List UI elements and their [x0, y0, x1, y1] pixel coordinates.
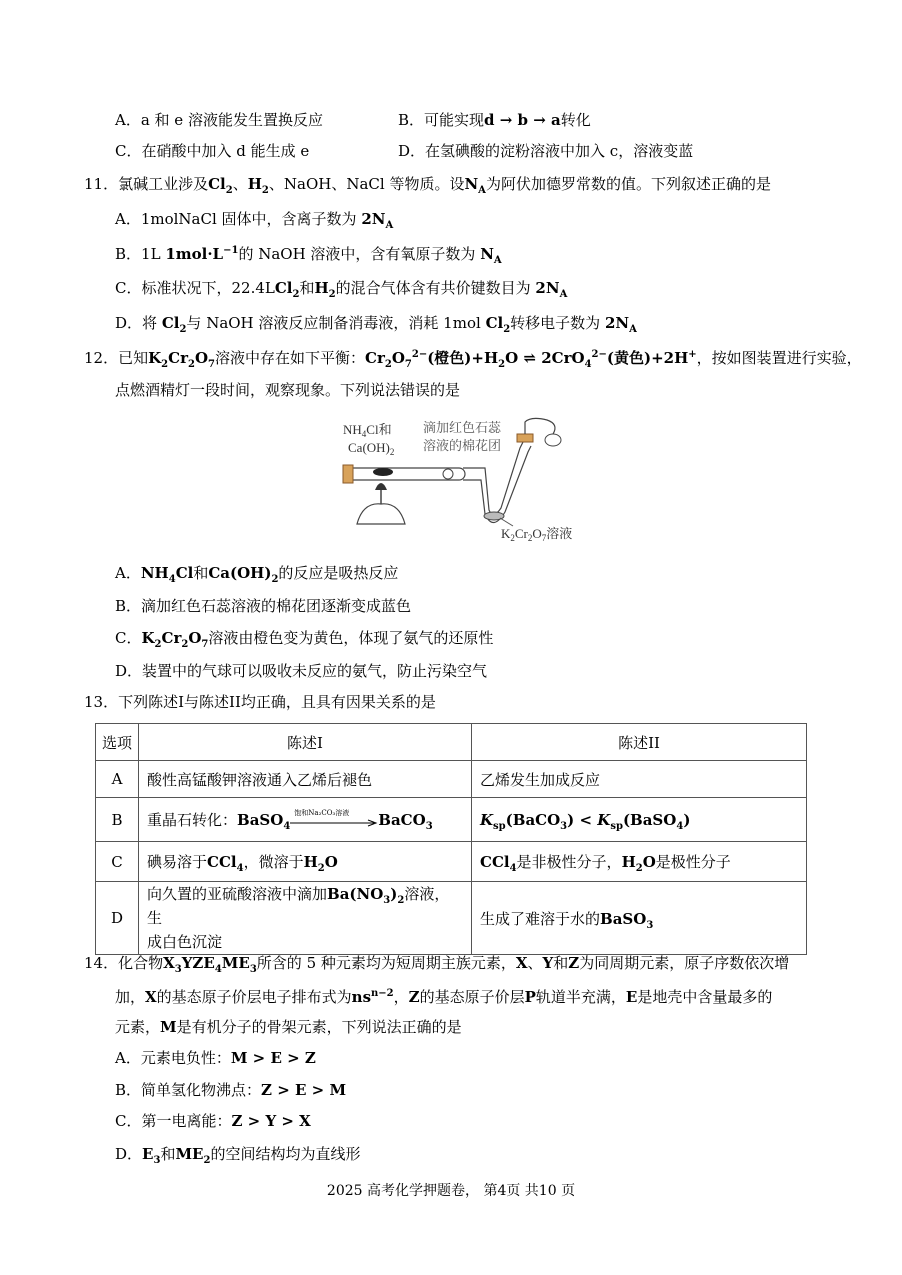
q12-stem-line2: 点燃酒精灯一段时间，观察现象。下列说法错误的是	[115, 381, 461, 399]
q14-stem-line2: 加，X的基态原子价层电子排布式为$ns^{n-2}$，Z的基态原子价层P轨道半充满，E是地壳中含量最多的	[115, 988, 773, 1006]
header-statement-1: 陈述I	[139, 724, 472, 761]
table-row	[96, 761, 807, 798]
q11-option-d: D．将 $Cl_2$与 NaOH 溶液反应制备消毒液，消耗 1mol $Cl_2$转移电子数为 $2N_A$	[115, 314, 637, 335]
q12-stem: 12．已知$K_2Cr_2O_7$溶液中存在如下平衡：$Cr_2O_7^{2-}$(橙色)$+H_2O$ ⇌ 2CrO$_4^{2-}$(黄色)+2H+，按如图装置进行实验，	[84, 349, 862, 370]
q11-option-a: A．1molNaCl 固体中，含离子数为 $2N_A$	[115, 210, 394, 231]
table-row	[96, 882, 807, 955]
table-row	[96, 842, 807, 882]
header-statement-2: 陈述II	[472, 724, 807, 761]
q13-stem: 13．下列陈述I与陈述II均正确，且具有因果关系的是	[84, 693, 436, 711]
row-option: D	[96, 882, 139, 955]
q12-option-c: C．$K_2Cr_2O_7$溶液由橙色变为黄色，体现了氨气的还原性	[115, 629, 494, 650]
q10-option-c: C．在硝酸中加入 d 能生成 e	[115, 142, 310, 160]
q12-option-b: B．滴加红色石蕊溶液的棉花团逐渐变成蓝色	[115, 597, 412, 615]
row-statement-2: 生成了难溶于水的BaSO$_3$	[472, 882, 807, 955]
q14-option-c: C．第一电离能：Z > Y > X	[115, 1112, 311, 1130]
row-statement-1: 向久置的亚硫酸溶液中滴加$Ba(NO_3)_2$溶液，生 成白色沉淀	[139, 882, 472, 955]
row-option: C	[96, 842, 139, 882]
svg-text:K2Cr2O7溶液: $K_2Cr_2O_7$溶液	[501, 526, 573, 543]
q10-option-d: D．在氢碘酸的淀粉溶液中加入 c，溶液变蓝	[398, 142, 694, 160]
row-statement-2: CCl$_4$是非极性分子，$H_2O$是极性分子	[472, 842, 807, 882]
q14-option-d: D．$E_3$和$ME_2$的空间结构均为直线形	[115, 1145, 361, 1166]
q13-table	[95, 723, 807, 955]
row-statement-1: 碘易溶于CCl$_4$，微溶于$H_2O$	[139, 842, 472, 882]
q10-option-b: B．可能实现d → b → a转化	[398, 111, 591, 129]
row-option: B	[96, 798, 139, 842]
q11-stem: 11．氯碱工业涉及$Cl_2$、$H_2$、NaOH、NaCl 等物质。设$N_A$为阿伏加德罗常数的值。下列叙述正确的是	[84, 175, 771, 196]
q12-option-d: D．装置中的气球可以吸收未反应的氨气，防止污染空气	[115, 662, 488, 680]
row-option: A	[96, 761, 139, 798]
table-row	[96, 798, 807, 842]
q14-stem: 14．化合物$X_3YZE_4ME_3$所含的 5 种元素均为短周期主族元素，X、Y和Z为同周期元素，原子序数依次增	[84, 954, 790, 975]
reaction-arrow: 饱和Na₂CO₃溶液	[290, 814, 378, 828]
row-statement-2: $K_{sp}(BaCO_3)$ < $K_{sp}(BaSO_4)$	[472, 798, 807, 842]
svg-text:溶液的棉花团: 溶液的棉花团	[423, 438, 502, 453]
q12-option-a: A．$NH_4Cl$和$Ca(OH)_2$的反应是吸热反应	[115, 564, 399, 585]
svg-text:NH4Cl和: $NH_4Cl$和	[343, 422, 392, 439]
row-statement-1: 重晶石转化：BaSO$_4$ 饱和Na₂CO₃溶液 BaCO$_3$	[139, 798, 472, 842]
q11-option-c: C．标准状况下，22.4LCl$_2$和$H_2$的混合气体含有共价键数目为 $2N_A$	[115, 279, 568, 300]
apparatus-diagram	[335, 412, 595, 550]
table-header-row	[96, 724, 807, 761]
q14-stem-line3: 元素，M是有机分子的骨架元素，下列说法正确的是	[115, 1018, 462, 1036]
header-option: 选项	[96, 724, 139, 761]
row-statement-2: 乙烯发生加成反应	[472, 761, 807, 798]
svg-text:滴加红色石蕊: 滴加红色石蕊	[423, 420, 502, 435]
q10-option-a: A．a 和 e 溶液能发生置换反应	[115, 111, 323, 129]
svg-text:Ca(OH)2: $Ca(OH)_2$	[348, 440, 395, 457]
q14-option-a: A．元素电负性：M > E > Z	[115, 1049, 316, 1067]
q14-option-b: B．简单氢化物沸点：Z > E > M	[115, 1081, 347, 1099]
row-statement-1: 酸性高锰酸钾溶液通入乙烯后褪色	[139, 761, 472, 798]
page-footer: 2025 高考化学押题卷， 第4页 共10 页	[326, 1183, 576, 1199]
q11-option-b: B．1L $1mol\cdot L^{-1}$的 NaOH 溶液中，含有氧原子数为 $N_A$	[115, 245, 502, 266]
